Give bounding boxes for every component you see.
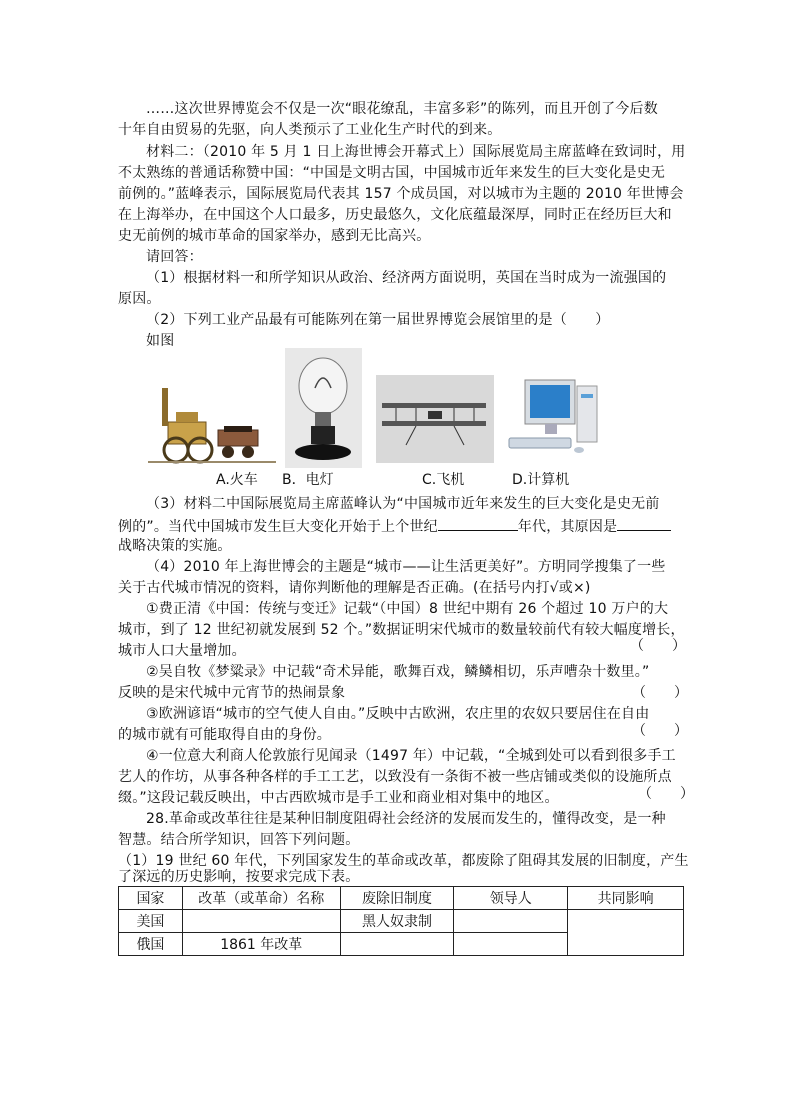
q2-line-2: 如图 [146,333,175,349]
q3-line-3: 战略决策的实施。 [118,538,232,554]
cell-common-impact[interactable] [568,910,684,956]
header-abolished-system: 废除旧制度 [340,887,454,910]
q4-line-1: （4）2010 年上海世博会的主题是“城市——让生活更美好”。方明同学搜集了一些 [146,559,666,575]
material2-line-1: 材料二：（2010 年 5 月 1 日上海世博会开幕式上）国际展览局主席蓝峰在致词时，用 [146,144,686,160]
material2-line-3: 前例的。”蓝峰表示，国际展览局代表其 157 个成员国，对以城市为主题的 2010 年世博会 [118,186,684,202]
q4-item2-line-2: 反映的是宋代城中元宵节的热闹景象 [118,685,346,701]
q4-item1-answer[interactable]: （ ） [630,638,686,654]
q4-item1-line-2: 城市，到了 12 世纪初就发展到 52 个。”数据证明宋代城市的数量较前代有较大幅度增长， [118,622,685,638]
cell-leader[interactable] [454,933,568,956]
material1-line-1: ……这次世界博览会不仅是一次“眼花缭乱，丰富多彩”的陈列，而且开创了今后数 [146,101,658,117]
q4-item2-line-1: ②吴自牧《梦粱录》中记载“奇术异能，歌舞百戏，鳞鳞相切，乐声嘈杂十数里。” [146,664,650,680]
material2-line-5: 史无前例的城市革命的国家举办，感到无比高兴。 [118,228,431,244]
cell-abolished-system: 黑人奴隶制 [340,910,454,933]
q3-line-1: （3）材料二中国际展览局主席蓝峰认为“中国城市近年来发生的巨大变化是史无前 [146,496,660,512]
table-row [119,910,684,933]
q3-line-2 [118,516,671,536]
q3-line-2-part-b: 年代，其原因是 [517,519,618,535]
q28-line-1: 28.革命或改革往往是某种旧制度阻碍社会经济的发展而发生的，懂得改变，是一种 [146,811,666,827]
reform-table [118,886,684,956]
q4-line-2: 关于古代城市情况的资料，请你判断他的理解是否正确。(在括号内打√或×) [118,580,591,596]
q3-blank-decade[interactable] [438,516,518,531]
cell-reform-name: 1861 年改革 [182,933,340,956]
q3-blank-reason[interactable] [617,516,671,531]
q28-line-2: 智慧。结合所学知识，回答下列问题。 [118,832,360,848]
cell-abolished-system[interactable] [340,933,454,956]
q4-item3-answer[interactable]: （ ） [632,723,688,739]
q4-item3-line-2: 的城市就有可能取得自由的身份。 [118,727,331,743]
q4-item4-line-1: ④一位意大利商人伦敦旅行见闻录（1497 年）中记载，“全城到处可以看到很多手工 [146,748,676,764]
cell-leader[interactable] [454,910,568,933]
option-d-computer: D.计算机 [512,472,570,488]
header-common-impact: 共同影响 [568,887,684,910]
header-leader: 领导人 [454,887,568,910]
train-image [148,370,276,470]
q4-item1-line-3: 城市人口大量增加。 [118,643,246,659]
airplane-image [376,375,494,463]
table-header-row [119,887,684,910]
computer-image [503,372,605,462]
q4-item2-answer[interactable]: （ ） [632,685,688,701]
q28-sub1-line-2: 了深远的历史影响，按要求完成下表。 [118,869,360,885]
q1-line-1: （1）根据材料一和所学知识从政治、经济两方面说明，英国在当时成为一流强国的 [146,270,667,286]
cell-reform-name[interactable] [182,910,340,933]
material2-line-4: 在上海举办，在中国这个人口最多，历史最悠久，文化底蕴最深厚，同时正在经历巨大和 [118,207,672,223]
header-reform-name: 改革（或革命）名称 [182,887,340,910]
option-b-light: B．电灯 [282,472,334,488]
material2-line-2: 不太熟练的普通话称赞中国：“中国是文明古国，中国城市近年来发生的巨大变化是史无 [118,165,666,181]
q2-line-1: （2）下列工业产品最有可能陈列在第一届世界博览会展馆里的是（ ） [146,312,610,328]
cell-country: 美国 [119,910,183,933]
option-a-train: A.火车 [216,472,258,488]
q4-item4-line-2: 艺人的作坊，从事各种各样的手工工艺，以致没有一条街不被一些店铺或类似的设施所点 [118,769,672,785]
material1-line-2: 十年自由贸易的先驱，向人类预示了工业化生产时代的到来。 [118,122,502,138]
header-country: 国家 [119,887,183,910]
q28-sub1-line-1: （1）19 世纪 60 年代，下列国家发生的革命或改革，都废除了阻碍其发展的旧制度，产生 [118,853,689,869]
cell-country: 俄国 [119,933,183,956]
q4-item3-line-1: ③欧洲谚语“城市的空气使人自由。”反映中古欧洲，农庄里的农奴只要居住在自由 [146,706,650,722]
option-c-plane: C.飞机 [422,472,465,488]
q3-line-2-part-a: 例的”。当代中国城市发生巨大变化开始于上个世纪 [118,519,438,535]
q1-line-2: 原因。 [118,291,161,307]
light-bulb-image [285,348,362,468]
q4-item4-answer[interactable]: （ ） [638,786,694,802]
prompt-text: 请回答： [146,249,203,265]
q4-item1-line-1: ①费正清《中国：传统与变迁》记载“（中国）8 世纪中期有 26 个超过 10 万户的大 [146,601,669,617]
q4-item4-line-3: 缀。”这段记载反映出，中古西欧城市是手工业和商业相对集中的地区。 [118,790,559,806]
